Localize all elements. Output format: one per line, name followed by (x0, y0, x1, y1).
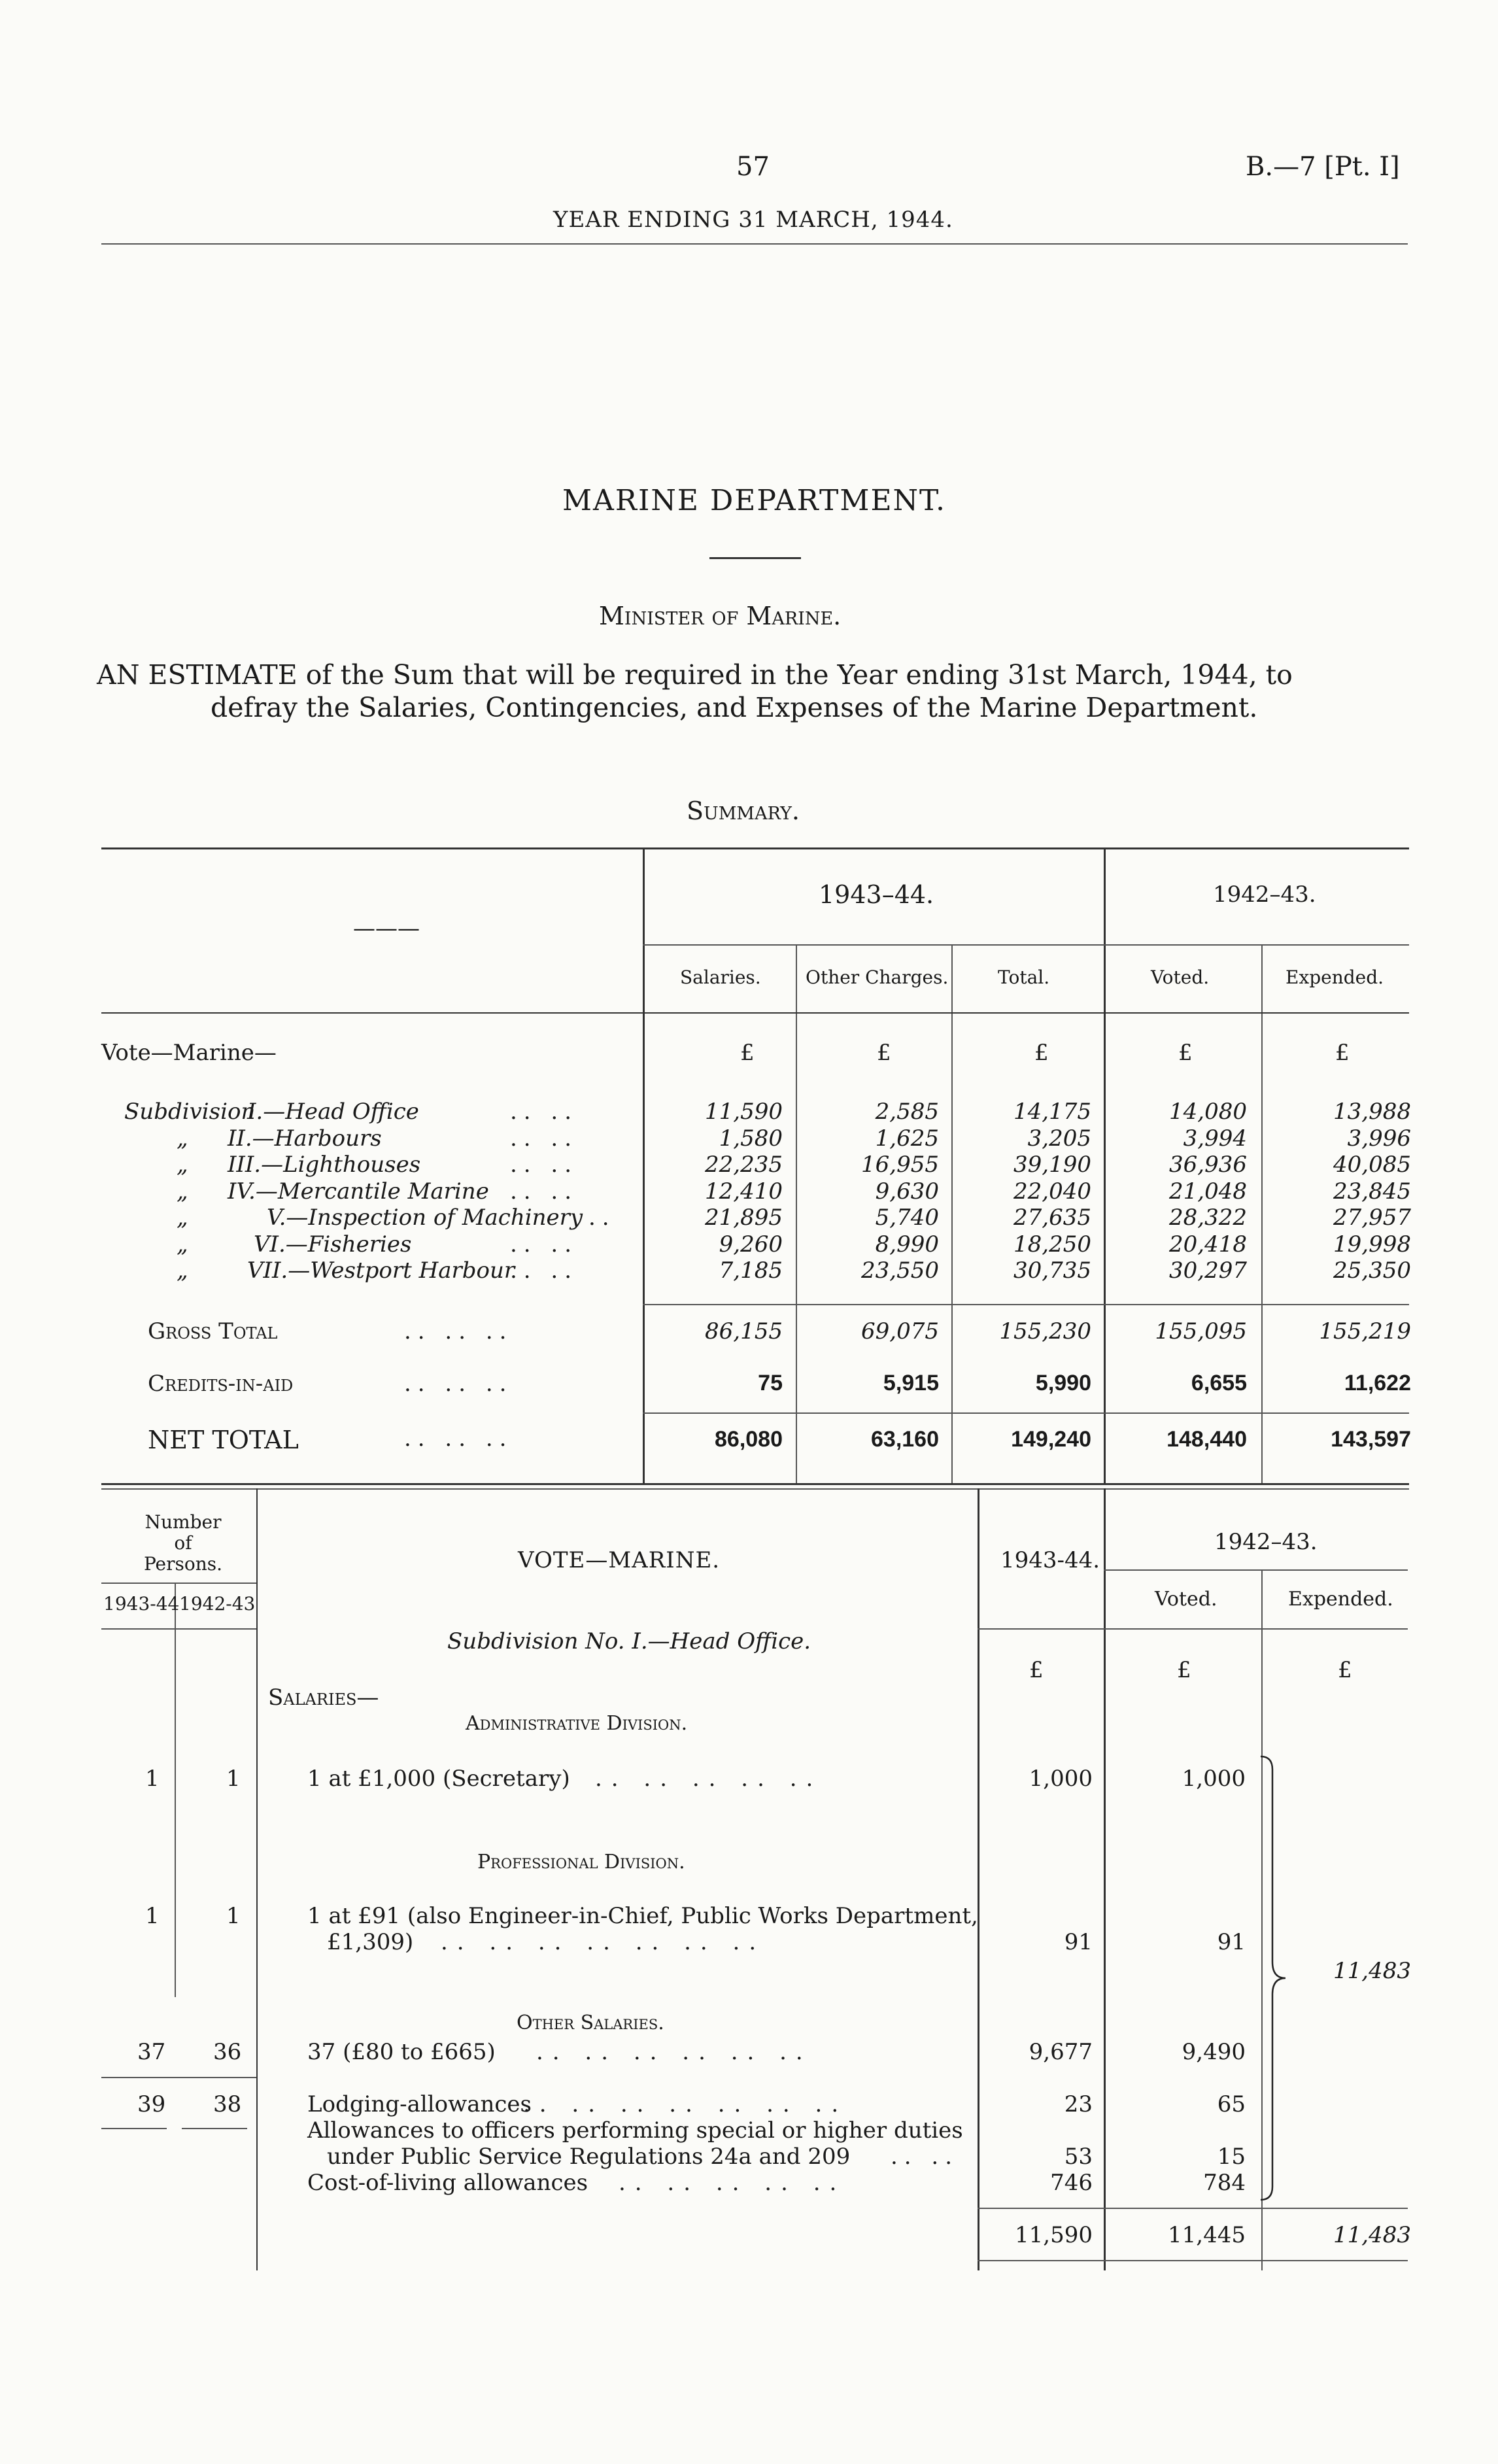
detail-voted-value: 784 (1203, 2170, 1246, 2196)
other-salaries-heading: Other Salaries. (517, 2011, 664, 2034)
detail-total-rule (978, 2208, 1408, 2209)
title-rule (709, 557, 801, 559)
leader-dots: .. .. .. .. .. .. (536, 2039, 812, 2065)
credits-total: 5,990 (1035, 1371, 1091, 1395)
subdivision-voted-value: 30,297 (1169, 1258, 1247, 1284)
currency-symbol: £ (877, 1040, 891, 1066)
detail-total-voted: 11,445 (1168, 2222, 1246, 2248)
persons-total-rule (101, 2128, 167, 2129)
detail-col-1943: 1943-44. (1000, 1547, 1100, 1573)
currency-symbol: £ (1335, 1040, 1350, 1066)
subdivision-label: V.—Inspection of Machinery (267, 1205, 583, 1231)
subdivision-other-charges-value: 2,585 (875, 1099, 939, 1125)
subdivision-other-charges-value: 1,625 (875, 1125, 939, 1152)
persons-1942: 36 (213, 2039, 242, 2065)
page-number: 57 (736, 152, 770, 182)
subdivision-prefix: „ (177, 1231, 188, 1258)
detail-group-rule (1104, 1569, 1408, 1571)
currency-symbol: £ (1338, 1657, 1352, 1683)
detail-1943-value: 53 (1064, 2144, 1093, 2170)
persons-1943: 1 (145, 1766, 160, 1792)
estimate-line-2: defray the Salaries, Contingencies, and Expenses of the Marine Department. (211, 692, 1258, 723)
persons-col-1942: 1942-43 (179, 1593, 256, 1615)
subdivision-voted-value: 3,994 (1183, 1125, 1247, 1152)
subdivision-label: II.—Harbours (228, 1125, 382, 1152)
subdivision-expended-value: 25,350 (1333, 1258, 1411, 1284)
detail-1943-value: 1,000 (1029, 1766, 1093, 1792)
leader-dots: .. .. .. .. .. .. .. (523, 2091, 848, 2117)
subdivision-voted-value: 36,936 (1169, 1152, 1247, 1178)
detail-group-1942: 1942–43. (1214, 1529, 1318, 1555)
subdivision-expended-value: 13,988 (1333, 1099, 1411, 1125)
subdivision-total-value: 22,040 (1013, 1178, 1091, 1205)
persons-1943: 37 (137, 2039, 166, 2065)
detail-1943-value: 23 (1064, 2091, 1093, 2117)
subdivision-expended-value: 27,957 (1333, 1205, 1411, 1231)
subdivision-salaries-value: 21,895 (705, 1205, 783, 1231)
leader-dots: .. .. .. (404, 1426, 513, 1452)
detail-title: VOTE—MARINE. (518, 1547, 721, 1573)
summary-bottom-rule (101, 1483, 1409, 1485)
detail-voted-value: 1,000 (1182, 1766, 1246, 1792)
summary-stub-dash: ——— (353, 915, 420, 942)
subdivision-total-value: 14,175 (1013, 1099, 1091, 1125)
subdivision-salaries-value: 9,260 (719, 1231, 783, 1258)
detail-voted-value: 15 (1217, 2144, 1246, 2170)
detail-header-rule (978, 1628, 1408, 1630)
subdivision-label: VI.—Fisheries (254, 1231, 412, 1258)
detail-row-text-continued: £1,309) (327, 1929, 414, 1955)
detail-row-text: Cost-of-living allowances (307, 2170, 588, 2196)
leader-dots: .. .. .. (404, 1318, 513, 1344)
subdivision-other-charges-value: 5,740 (875, 1205, 939, 1231)
persons-header (137, 1512, 229, 1575)
persons-col-divider (175, 1583, 176, 1997)
professional-division-heading: Professional Division. (477, 1851, 685, 1874)
leader-dots: .. .. .. (404, 1371, 513, 1397)
leader-dots: .. .. (510, 1099, 579, 1125)
summary-col-divider-1 (796, 944, 797, 1485)
subdivision-salaries-value: 7,185 (719, 1258, 783, 1284)
detail-total-expended: 11,483 (1333, 2222, 1411, 2248)
net-voted: 148,440 (1166, 1427, 1247, 1452)
subdivision-total-value: 39,190 (1013, 1152, 1091, 1178)
subdivision-total-value: 18,250 (1013, 1231, 1091, 1258)
credits-other-charges: 5,915 (883, 1371, 939, 1395)
subdivision-prefix: „ (177, 1258, 188, 1284)
summary-header-rule (101, 1012, 1409, 1014)
subdivision-label: VII.—Westport Harbour (247, 1258, 515, 1284)
department-title: MARINE DEPARTMENT. (562, 484, 946, 517)
subdivision-prefix: Subdivision (124, 1099, 256, 1125)
detail-row-text: 1 at £1,000 (Secretary) (307, 1766, 570, 1792)
persons-header-text: Number of Persons. (143, 1511, 223, 1575)
gross-salaries: 86,155 (705, 1318, 783, 1344)
subdivision-voted-value: 20,418 (1169, 1231, 1247, 1258)
subdivision-salaries-value: 11,590 (705, 1099, 783, 1125)
detail-voted-value: 91 (1217, 1929, 1246, 1955)
leader-dots: .. .. .. .. .. (619, 2170, 846, 2196)
subdivision-total-value: 27,635 (1013, 1205, 1091, 1231)
detail-row-text: Lodging-allowances (307, 2091, 532, 2117)
persons-subtotal-rule (101, 2077, 256, 2078)
subdivision-other-charges-value: 8,990 (875, 1231, 939, 1258)
subdivision-total-value: 30,735 (1013, 1258, 1091, 1284)
summary-col-salaries: Salaries. (680, 967, 761, 988)
subdivision-label: III.—Lighthouses (228, 1152, 421, 1178)
subdivision-prefix: „ (177, 1152, 188, 1178)
summary-group-rule (643, 944, 1409, 946)
subdivision-expended-value: 3,996 (1347, 1125, 1411, 1152)
summary-col-divider-3 (1261, 944, 1263, 1485)
subdivision-label: I.—Head Office (247, 1099, 419, 1125)
leader-dots: .. .. .. .. .. (595, 1766, 823, 1792)
detail-1943-value: 91 (1064, 1929, 1093, 1955)
subdivision-prefix: „ (177, 1178, 188, 1205)
administrative-division-heading: Administrative Division. (466, 1712, 688, 1735)
document-reference: B.—7 [Pt. I] (1246, 152, 1400, 182)
persons-col-1943: 1943-44 (103, 1593, 180, 1615)
vote-label: Vote—Marine— (101, 1040, 277, 1066)
summary-col-total: Total. (998, 967, 1050, 988)
summary-year-divider (1104, 847, 1106, 1485)
subdivision-expended-value: 23,845 (1333, 1178, 1411, 1205)
subdivision-salaries-value: 12,410 (705, 1178, 783, 1205)
gross-other-charges: 69,075 (861, 1318, 939, 1344)
salaries-label: Salaries— (268, 1685, 379, 1711)
currency-symbol: £ (1178, 1040, 1193, 1066)
credits-salaries: 75 (758, 1371, 783, 1395)
detail-row-text-continued: under Public Service Regulations 24a and 209 (327, 2144, 851, 2170)
net-total: 149,240 (1011, 1427, 1091, 1452)
detail-1943-value: 746 (1050, 2170, 1093, 2196)
subdivision-total-value: 3,205 (1027, 1125, 1091, 1152)
subdivision-expended-value: 40,085 (1333, 1152, 1411, 1178)
detail-year-divider (1104, 1488, 1106, 2270)
subdivision-other-charges-value: 23,550 (861, 1258, 939, 1284)
subdivision-prefix: „ (177, 1205, 188, 1231)
summary-col-divider-2 (951, 944, 953, 1485)
persons-1942: 38 (213, 2091, 242, 2117)
net-total-rule (643, 1412, 1409, 1414)
detail-desc-divider (978, 1488, 979, 2270)
net-salaries: 86,080 (715, 1427, 783, 1452)
gross-total: 155,230 (999, 1318, 1091, 1344)
subdivision-other-charges-value: 16,955 (861, 1152, 939, 1178)
subdivision-voted-value: 28,322 (1169, 1205, 1247, 1231)
currency-symbol: £ (740, 1040, 755, 1066)
header-rule (101, 243, 1408, 245)
minister-title: Minister of Marine. (599, 602, 842, 630)
leader-dots: .. .. (510, 1125, 579, 1152)
summary-group-1942: 1942–43. (1213, 881, 1316, 908)
detail-bottom-rule (978, 2260, 1408, 2261)
leader-dots: .. (588, 1205, 616, 1231)
leader-dots: .. .. (510, 1231, 579, 1258)
subdivision-label: IV.—Mercantile Marine (228, 1178, 489, 1205)
subdivision-heading: Subdivision No. I.—Head Office. (447, 1628, 811, 1654)
credits-voted: 6,655 (1191, 1371, 1247, 1395)
leader-dots: .. .. (510, 1152, 579, 1178)
summary-col-expended: Expended. (1285, 967, 1384, 988)
persons-total-rule (182, 2128, 247, 2129)
leader-dots: .. .. (510, 1178, 579, 1205)
subdivision-voted-value: 14,080 (1169, 1099, 1247, 1125)
subdivision-voted-value: 21,048 (1169, 1178, 1247, 1205)
gross-voted: 155,095 (1155, 1318, 1247, 1344)
persons-header-rule (101, 1583, 256, 1584)
detail-row-text: 1 at £91 (also Engineer-in-Chief, Public Works Department, (307, 1903, 978, 1929)
credits-in-aid-label: Credits-in-aid (148, 1371, 294, 1397)
detail-total-1943: 11,590 (1015, 2222, 1093, 2248)
detail-persons-divider (256, 1488, 258, 2270)
detail-voted-value: 65 (1217, 2091, 1246, 2117)
detail-col-expended: Expended. (1288, 1588, 1393, 1611)
net-other-charges: 63,160 (871, 1427, 939, 1452)
net-total-label: NET TOTAL (148, 1426, 299, 1454)
gross-expended: 155,219 (1319, 1318, 1411, 1344)
persons-1943: 39 (137, 2091, 166, 2117)
gross-total-rule (643, 1304, 1409, 1305)
summary-col-voted: Voted. (1151, 967, 1210, 988)
summary-col-other-charges: Other Charges. (806, 967, 949, 988)
detail-1943-value: 9,677 (1029, 2039, 1093, 2065)
subdivision-prefix: „ (177, 1125, 188, 1152)
summary-bottom-rule-2 (101, 1488, 1409, 1490)
expended-bracket (1254, 1753, 1293, 2204)
gross-total-label: Gross Total (148, 1318, 278, 1344)
currency-symbol: £ (1034, 1040, 1049, 1066)
credits-expended: 11,622 (1344, 1371, 1411, 1395)
leader-dots: .. .. (891, 2144, 959, 2170)
subdivision-other-charges-value: 9,630 (875, 1178, 939, 1205)
leader-dots: .. .. (510, 1258, 579, 1284)
running-title: YEAR ENDING 31 MARCH, 1944. (553, 207, 953, 233)
subdivision-expended-value: 19,998 (1333, 1231, 1411, 1258)
persons-cols-rule (101, 1628, 256, 1630)
summary-title: Summary. (687, 796, 800, 825)
detail-row-text: Allowances to officers performing special or higher duties (307, 2117, 963, 2144)
detail-voted-value: 9,490 (1182, 2039, 1246, 2065)
estimate-line-1: AN ESTIMATE of the Sum that will be required in the Year ending 31st March, 1944, to (97, 659, 1293, 691)
persons-1943: 1 (145, 1903, 160, 1929)
detail-row-text: 37 (£80 to £665) (307, 2039, 496, 2065)
subdivision-salaries-value: 1,580 (719, 1125, 783, 1152)
summary-label-divider (643, 847, 645, 1485)
leader-dots: .. .. .. .. .. .. .. (441, 1929, 766, 1955)
net-expended: 143,597 (1331, 1427, 1411, 1452)
summary-top-rule (101, 847, 1409, 849)
currency-symbol: £ (1029, 1657, 1044, 1683)
summary-group-1943: 1943–44. (819, 880, 934, 909)
subdivision-salaries-value: 22,235 (705, 1152, 783, 1178)
bracket-expended-value: 11,483 (1333, 1958, 1411, 1984)
currency-symbol: £ (1177, 1657, 1191, 1683)
detail-col-voted: Voted. (1155, 1588, 1217, 1611)
persons-1942: 1 (226, 1903, 241, 1929)
persons-1942: 1 (226, 1766, 241, 1792)
